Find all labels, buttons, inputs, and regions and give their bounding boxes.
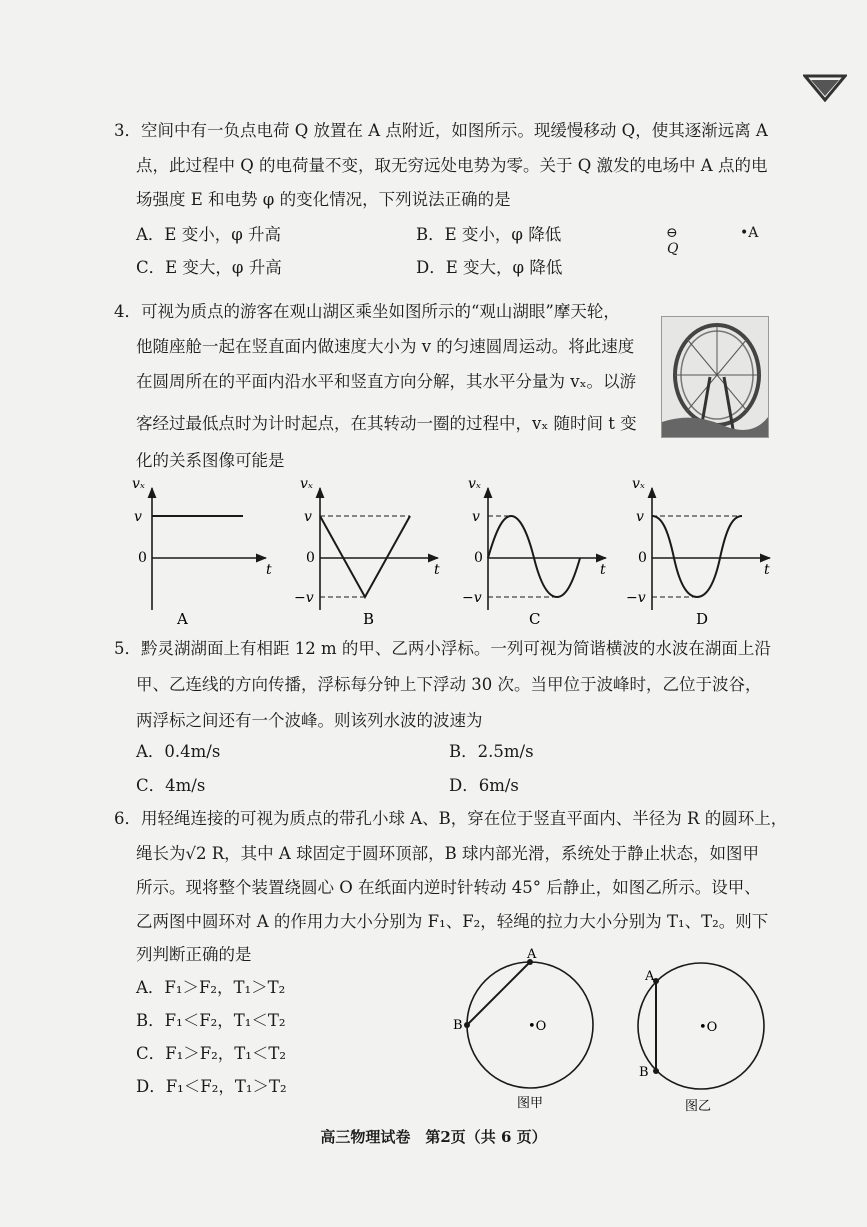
graph-a-t-label: t [266, 562, 272, 578]
fig-jia-caption: 图甲 [517, 1096, 544, 1111]
graph-d-v-label: v [636, 509, 644, 525]
fig-yi-caption: 图乙 [685, 1099, 712, 1114]
graph-b-t-label: t [434, 562, 440, 578]
q6-line-1: 6．用轻绳连接的可视为质点的带孔小球 A、B，穿在位于竖直平面内、半径为 R 的圆环上， [114, 809, 788, 828]
q3-point-a-label: •A [740, 225, 759, 241]
q6-line-5: 列判断正确的是 [136, 945, 252, 964]
q6-option-b: B．F₁＜F₂，T₁＜T₂ [136, 1011, 286, 1030]
graph-c-v-label: v [472, 509, 480, 525]
q4-line-3: 在圆周所在的平面内沿水平和竖直方向分解，其水平分量为 vₓ。以游 [136, 372, 637, 391]
graph-c-vx-label: vₓ [468, 476, 481, 492]
graph-b-negv-label: −v [294, 590, 314, 606]
ferris-wheel-photo [661, 316, 769, 438]
graph-a-vx-label: vₓ [132, 476, 145, 492]
fig-jia-b-label: B [453, 1018, 463, 1033]
q3-line-2: 点，此过程中 Q 的电荷量不变，取无穷远处电势为零。关于 Q 激发的电场中 A 点的电 [136, 156, 768, 175]
q3-line-3: 场强度 E 和电势 φ 的变化情况，下列说法正确的是 [136, 190, 511, 209]
graph-a-zero-label: 0 [138, 550, 147, 566]
figure-yi [625, 960, 795, 1120]
graph-b-v-label: v [304, 509, 312, 525]
q5-option-d: D．6m/s [449, 776, 519, 795]
q3-charge-symbol: ⊖ [666, 225, 678, 241]
fig-yi-a-label: A [645, 969, 655, 984]
fig-yi-o-label: •O [699, 1020, 718, 1035]
graph-c-name: C [529, 610, 541, 628]
page-footer: 高三物理试卷 第2页（共 6 页） [320, 1128, 547, 1146]
graph-b-zero-label: 0 [306, 550, 315, 566]
q4-line-5: 化的关系图像可能是 [136, 451, 285, 470]
graph-c-zero-label: 0 [474, 550, 483, 566]
graph-a-v-label: v [134, 509, 142, 525]
graph-d-t-label: t [764, 562, 770, 578]
q6-line-2: 绳长为√2 R，其中 A 球固定于圆环顶部，B 球内部光滑，系统处于静止状态，如图甲 [136, 844, 759, 863]
graph-d-negv-label: −v [626, 590, 646, 606]
graph-d-name: D [696, 610, 709, 628]
q4-line-1: 4．可视为质点的游客在观山湖区乘坐如图所示的“观山湖眼”摩天轮， [114, 302, 620, 321]
q3-option-d: D．E 变大，φ 降低 [416, 258, 563, 277]
q6-option-c: C．F₁＞F₂，T₁＜T₂ [136, 1044, 286, 1063]
graph-a [132, 476, 272, 628]
q3-option-a: A．E 变小，φ 升高 [136, 225, 282, 244]
figure-jia [440, 945, 630, 1115]
graph-d-zero-label: 0 [638, 550, 647, 566]
q5-option-c: C．4m/s [136, 776, 206, 795]
graph-d [626, 476, 770, 628]
q5-option-a: A．0.4m/s [136, 742, 221, 761]
q3-option-c: C．E 变大，φ 升高 [136, 258, 282, 277]
fig-jia-o-label: •O [528, 1019, 547, 1034]
q6-line-3: 所示。现将整个装置绕圆心 O 在纸面内逆时针转动 45° 后静止，如图乙所示。设甲、 [136, 878, 761, 897]
graph-d-vx-label: vₓ [632, 476, 645, 492]
q6-option-a: A．F₁＞F₂，T₁＞T₂ [136, 978, 286, 997]
q4-line-2: 他随座舱一起在竖直面内做速度大小为 v 的匀速圆周运动。将此速度 [136, 337, 635, 356]
graph-b-vx-label: vₓ [300, 476, 313, 492]
q5-line-1: 5．黔灵湖湖面上有相距 12 m 的甲、乙两小浮标。一列可视为简谐横波的水波在湖面上沿 [114, 639, 771, 658]
q5-line-3: 两浮标之间还有一个波峰。则该列水波的波速为 [136, 711, 483, 730]
corner-mark-icon [803, 72, 847, 102]
q5-option-b: B．2.5m/s [449, 742, 534, 761]
graph-a-name: A [177, 610, 188, 628]
q3-charge-label: Q [667, 241, 679, 257]
q6-option-d: D．F₁＜F₂，T₁＞T₂ [136, 1077, 287, 1096]
fig-jia-a-label: A [527, 947, 537, 962]
q4-line-4: 客经过最低点时为计时起点，在其转动一圈的过程中，vₓ 随时间 t 变 [136, 414, 637, 433]
q5-line-2: 甲、乙连线的方向传播，浮标每分钟上下浮动 30 次。当甲位于波峰时，乙位于波谷， [136, 675, 762, 694]
graph-c-negv-label: −v [462, 590, 482, 606]
graph-b-name: B [363, 610, 375, 628]
q6-line-4: 乙两图中圆环对 A 的作用力大小分别为 F₁、F₂，轻绳的拉力大小分别为 T₁、T₂。则下 [136, 912, 769, 931]
q4-graphs [120, 470, 800, 630]
graph-b [294, 476, 440, 628]
q3-line-1: 3．空间中有一负点电荷 Q 放置在 A 点附近，如图所示。现缓慢移动 Q，使其逐渐远离 A [114, 121, 768, 140]
fig-yi-b-label: B [639, 1065, 649, 1080]
graph-c [462, 476, 606, 628]
graph-c-t-label: t [600, 562, 606, 578]
q3-option-b: B．E 变小，φ 降低 [416, 225, 562, 244]
